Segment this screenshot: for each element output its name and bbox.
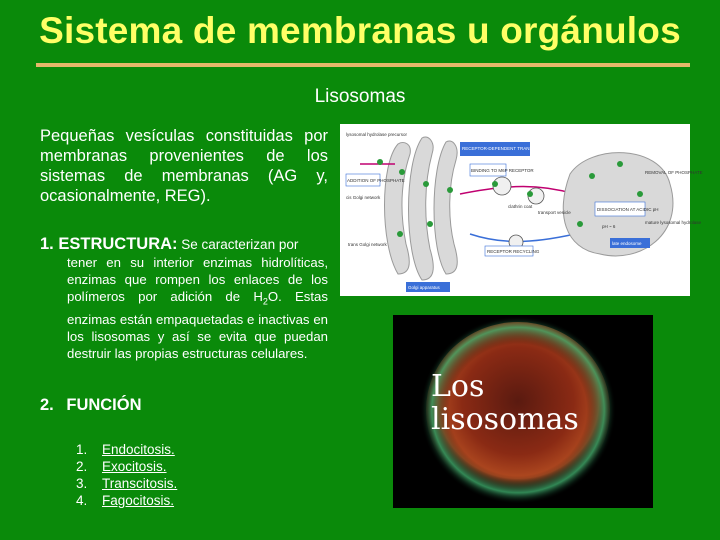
- label-binding: BINDING TO M6P RECEPTOR: [471, 168, 534, 173]
- label-golgi: Golgi apparatus: [408, 285, 440, 290]
- function-link-transcitosis[interactable]: Transcitosis.: [102, 476, 178, 491]
- function-number: 2.: [40, 396, 54, 414]
- diagram-svg: [340, 124, 703, 296]
- photo-caption-line-2: lisosomas: [431, 402, 579, 437]
- function-link-exocitosis[interactable]: Exocitosis.: [102, 459, 167, 474]
- label-removal: REMOVAL OF PHOSPHATE: [645, 170, 703, 175]
- photo-caption: [431, 370, 579, 436]
- lysosome-transport-diagram: [340, 124, 703, 296]
- structure-title: ESTRUCTURA:: [58, 235, 178, 253]
- intro-paragraph: Pequeñas vesículas constituidas por membranas provenientes de los sistemas de membranas (AG y, ocasionalmente, REG).: [40, 127, 328, 205]
- label-ph: pH ~ 6: [602, 224, 616, 229]
- label-trans-golgi: trans Golgi network: [348, 242, 387, 247]
- structure-number: 1.: [40, 235, 54, 253]
- label-receptor-transport: RECEPTOR-DEPENDENT TRANSPORT: [462, 146, 545, 151]
- lysosome-photo: [393, 315, 653, 508]
- structure-lead: Se caracterizan por: [177, 237, 299, 252]
- label-late-endosome: late endosome: [612, 241, 642, 246]
- golgi-apparatus-shape: [385, 137, 458, 280]
- label-addition: ADDITION OF PHOSPHATE: [347, 178, 405, 183]
- function-item: [76, 458, 177, 475]
- photo-caption-line-1: Los: [431, 369, 485, 404]
- function-item-number: 4.: [76, 493, 88, 508]
- structure-body-text-1: tener en su interior enzimas hidrolíticas, enzimas que rompen los enlaces de los polímeros por adición de H: [67, 255, 328, 304]
- label-mature: mature lysosomal hydrolase: [645, 220, 702, 225]
- structure-body: [67, 254, 328, 362]
- label-transport-vesicle: transport vesicle: [538, 210, 571, 215]
- structure-body-text-2: O. Estas enzimas están empaquetadas e inactivas en los lisosomas y así se evita que puedan destruir las propias estructuras celulares.: [67, 289, 328, 361]
- function-item-number: 3.: [76, 476, 88, 491]
- label-recycling: RECEPTOR RECYCLING: [487, 249, 540, 254]
- function-link-fagocitosis[interactable]: Fagocitosis.: [102, 493, 175, 508]
- function-item-number: 1.: [76, 442, 88, 457]
- label-hydrolase: lysosomal hydrolase precursor: [346, 132, 408, 137]
- label-dissociation: DISSOCIATION AT ACIDIC pH: [597, 207, 659, 212]
- function-link-endocitosis[interactable]: Endocitosis.: [102, 442, 175, 457]
- structure-heading: [40, 235, 328, 254]
- section-function: [40, 396, 142, 415]
- function-title: FUNCIÓN: [66, 396, 142, 414]
- function-item: [76, 475, 177, 492]
- function-item: [76, 441, 177, 458]
- section-structure: [40, 235, 328, 362]
- label-cis-golgi: cis Golgi network: [346, 195, 381, 200]
- function-item: [76, 492, 177, 509]
- slide-subtitle: Lisosomas: [314, 86, 406, 107]
- title-divider: [36, 63, 690, 67]
- slide-title: Sistema de membranas u orgánulos: [39, 10, 681, 51]
- structure-body-subscript: 2: [262, 296, 268, 307]
- function-list: [76, 441, 177, 509]
- label-clathrin: clathrin coat: [508, 204, 533, 209]
- function-item-number: 2.: [76, 459, 88, 474]
